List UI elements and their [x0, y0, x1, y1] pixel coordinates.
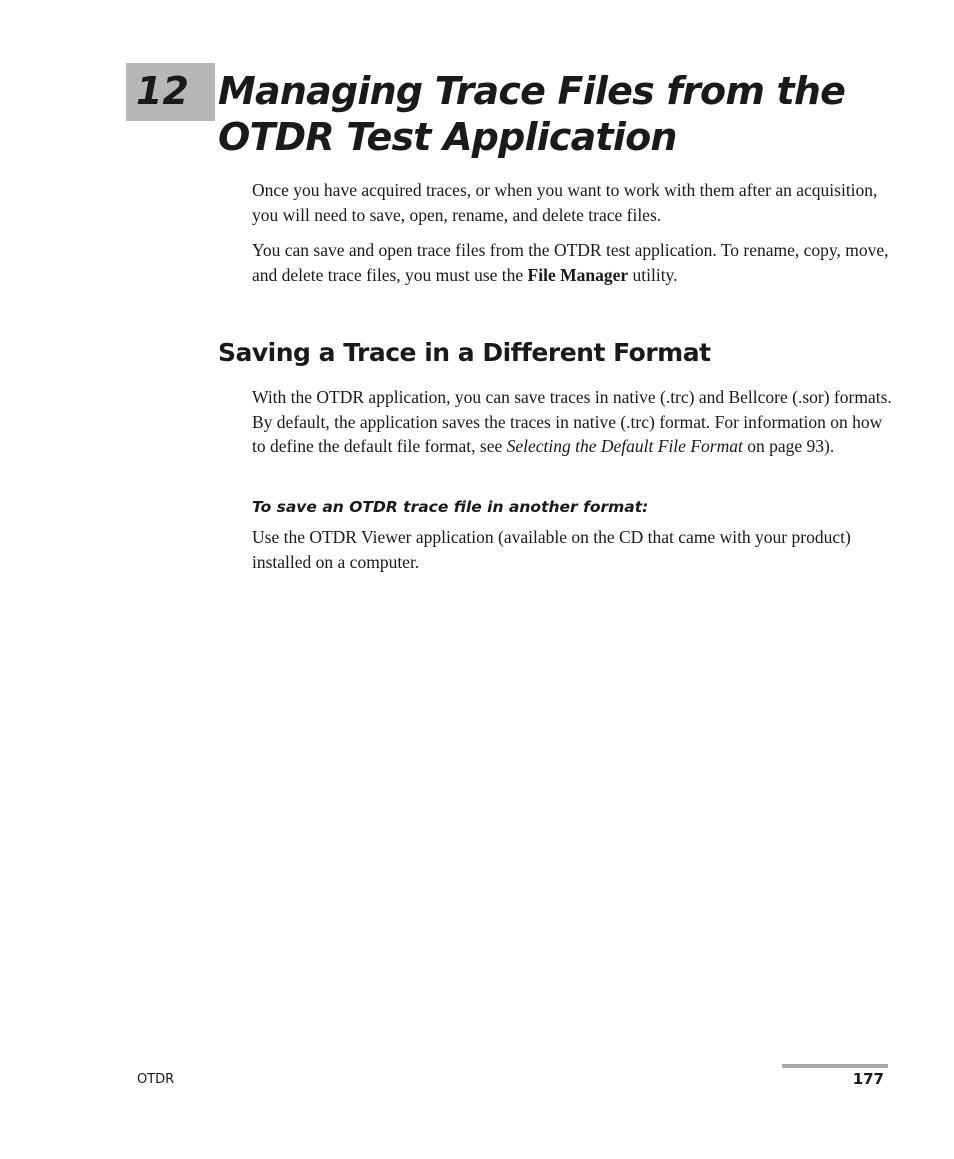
intro-p2-text-after: utility.: [628, 264, 678, 285]
intro-p2-text-before: You can save and open trace files from the OTDR test application. To rename, copy, move, and delete trace files, you must use the: [252, 240, 889, 285]
footer-rule: [782, 1064, 888, 1068]
chapter-title-line-2: OTDR Test Application: [218, 115, 677, 159]
procedure-heading: To save an OTDR trace file in another format:: [252, 498, 649, 516]
intro-paragraph-2: [252, 238, 892, 287]
chapter-number: 12: [136, 69, 189, 113]
section-p-text-before: With the OTDR application, you can save traces in native (.trc) and Bellcore (.sor) formats. By default, the application saves the traces in native (.trc) format. For information on how to define the default file format, see: [252, 387, 892, 456]
chapter-title: [218, 68, 918, 160]
footer-product-label: OTDR: [137, 1072, 175, 1087]
cross-reference-link[interactable]: Selecting the Default File Format: [506, 436, 743, 456]
procedure-text: Use the OTDR Viewer application (available on the CD that came with your product) installed on a computer.: [252, 527, 851, 572]
section-p-text-after: on page 93).: [742, 436, 835, 456]
intro-paragraph-1: Once you have acquired traces, or when you want to work with them after an acquisition, you will need to save, open, rename, and delete trace files.: [252, 180, 878, 225]
section-paragraph: [252, 385, 892, 459]
section-heading: Saving a Trace in a Different Format: [218, 338, 711, 367]
chapter-title-line-1: Managing Trace Files from the: [218, 69, 846, 113]
file-manager-term: File Manager: [527, 264, 629, 285]
page-number: 177: [852, 1070, 884, 1088]
